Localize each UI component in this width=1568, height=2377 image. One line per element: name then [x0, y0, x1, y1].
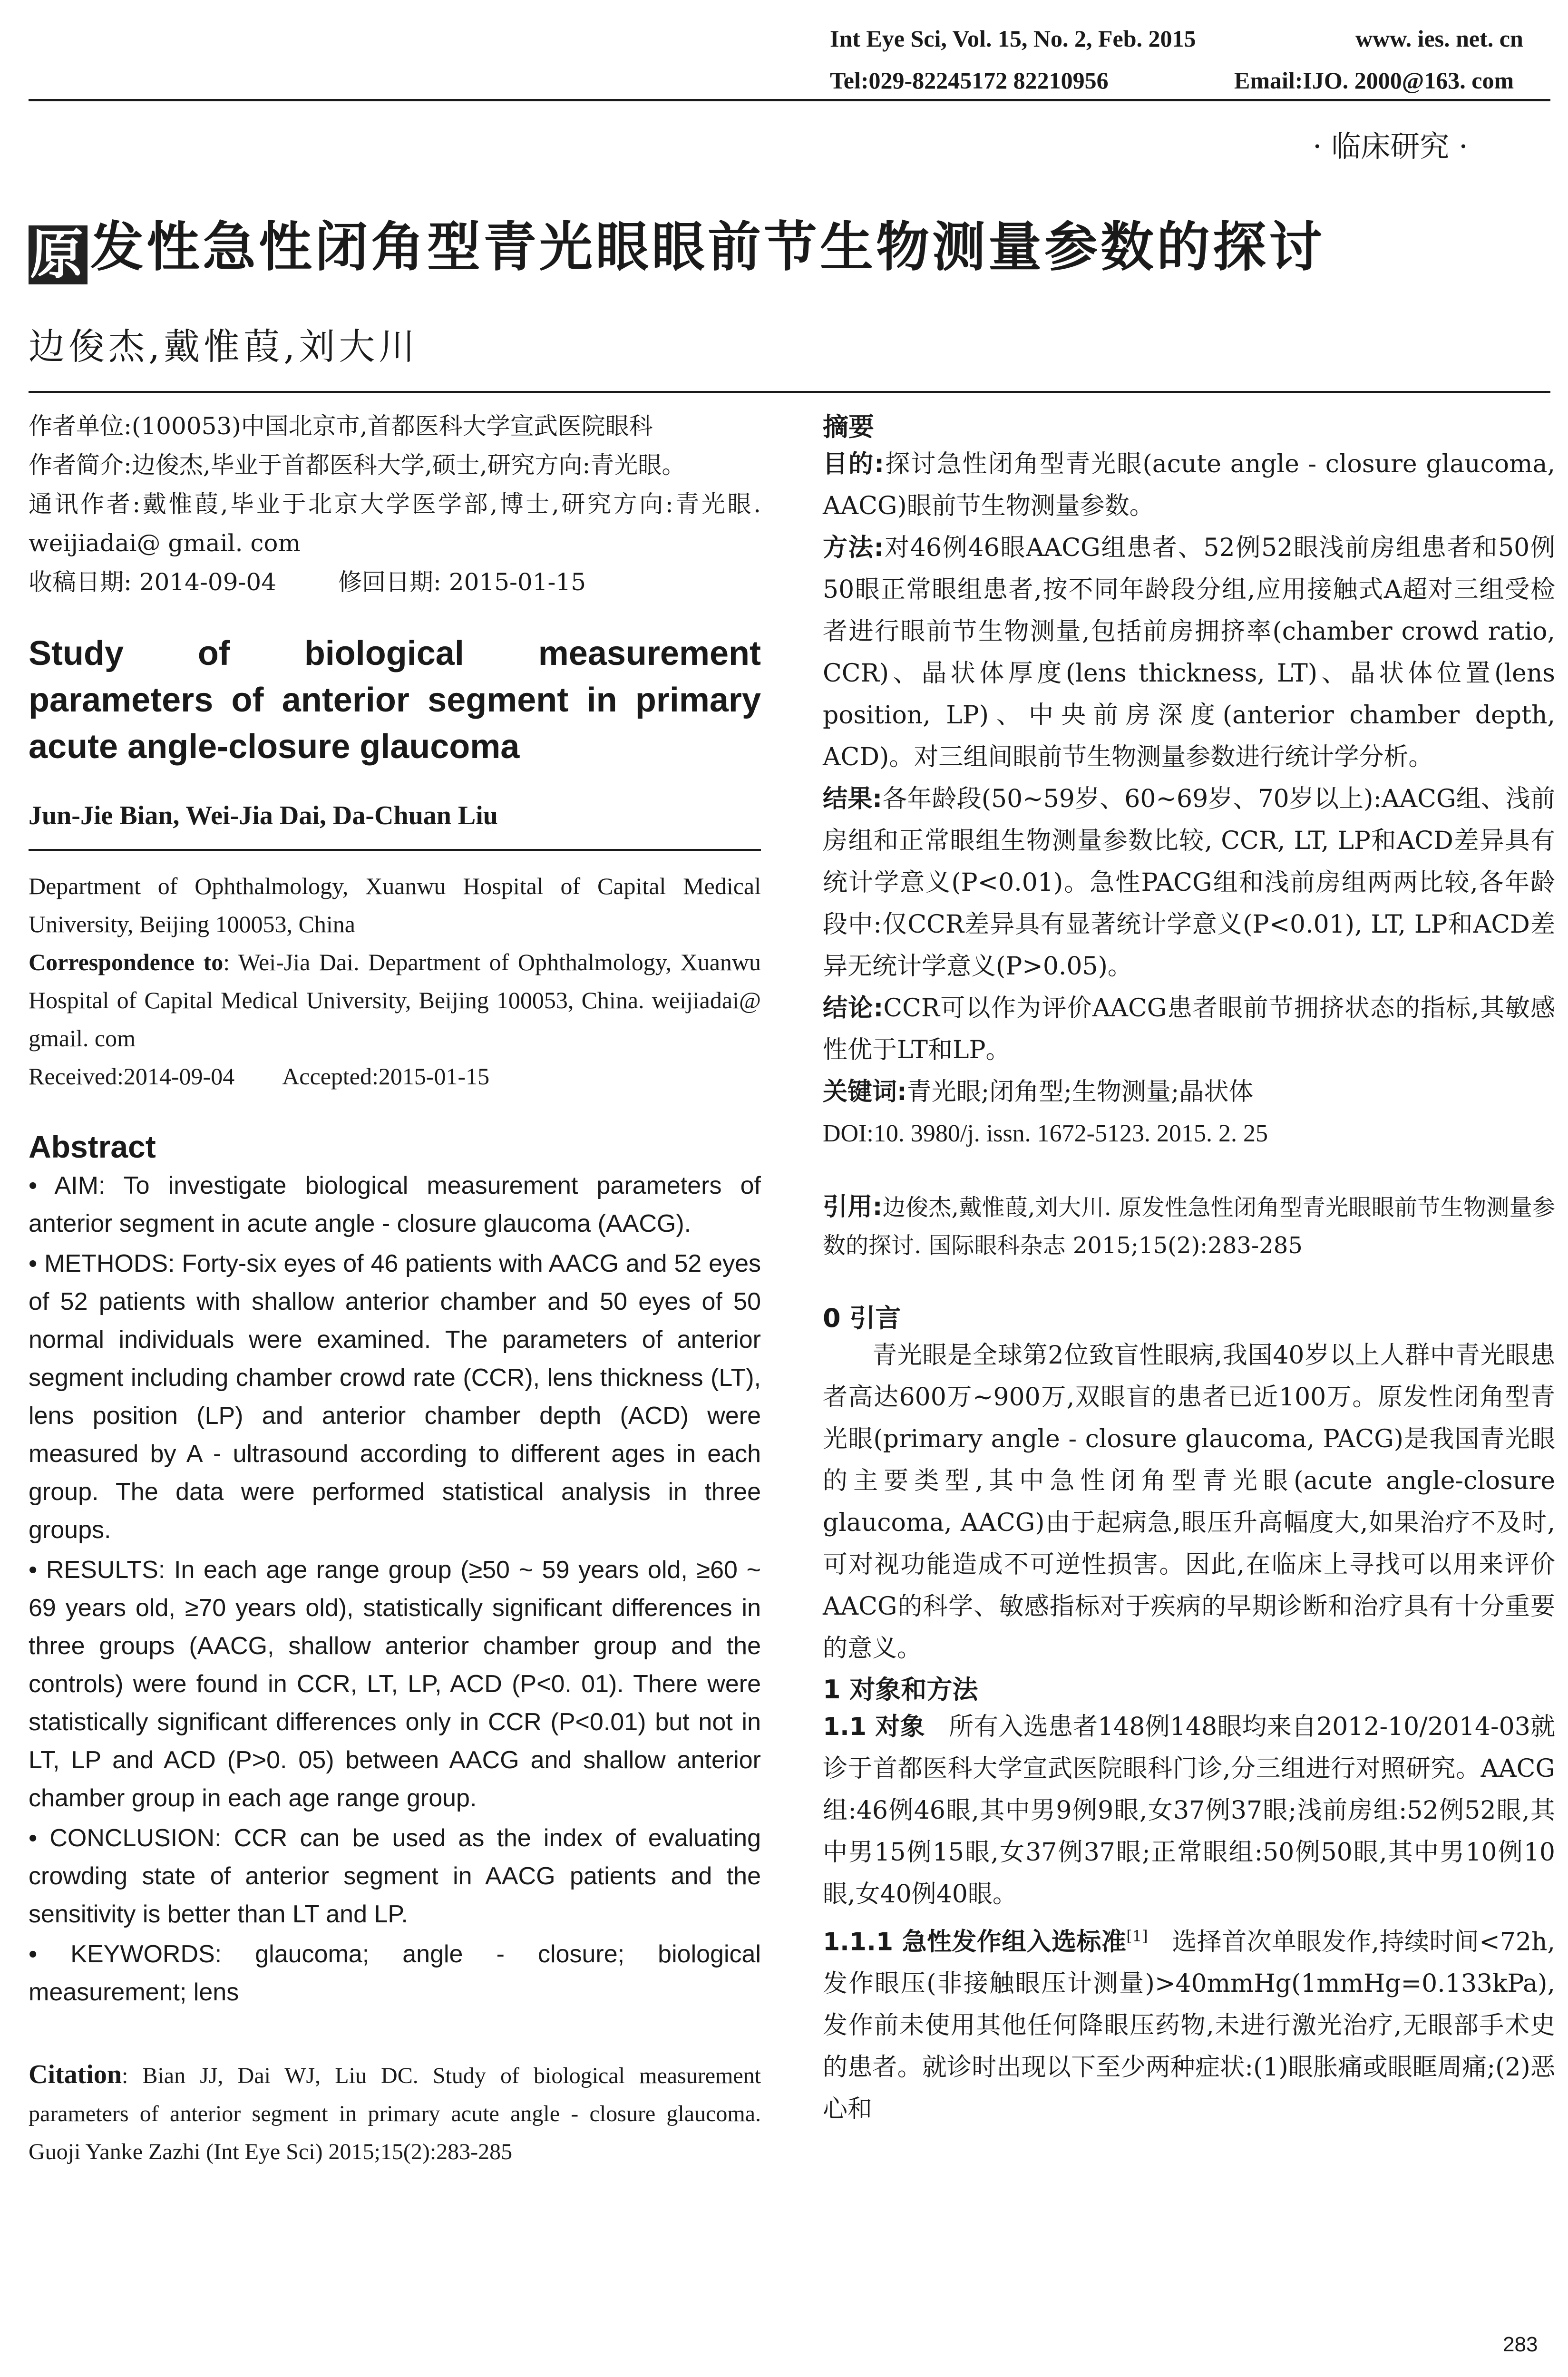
citation-label-en: Citation [29, 2060, 122, 2089]
title-rule [29, 391, 1550, 393]
bio-cn: 作者简介:边俊杰,毕业于首都医科大学,硕士,研究方向:青光眼。 [29, 451, 686, 479]
affiliation-rule [29, 849, 761, 851]
english-title: Study of biological measurement parameters of anterior segment in primary acute angle-closure glaucoma [29, 634, 761, 766]
citation-cn [823, 1188, 1555, 1265]
dates-cn [29, 563, 761, 602]
abstract-cn-aim [823, 443, 1555, 527]
keywords-label-cn: 关键词: [823, 1078, 907, 1106]
abstract-methods: • METHODS: Forty-six eyes of 46 patients with AACG and 52 eyes of 52 patients with shallow anterior chamber and 50 eyes of 50 normal individuals were examined. The parameters of anterior segment including chamber crowd rate (CCR), lens thickness (LT), lens position (LP) and anterior chamber depth (ACD) were measured by A - ultrasound according to different ages in each group. The data were performed statistical analysis in three groups. [29, 1250, 761, 1544]
correspondence-text: : Wei-Jia Dai. Department of Ophthalmology, Xuanwu Hospital of Capital Medical University, Beijing 100053, China. weijiadai@ gmail. com [29, 949, 761, 1052]
abstract-cn-keywords [823, 1071, 1555, 1113]
department-en: Department of Ophthalmology, Xuanwu Hospital of Capital Medical University, Beijing 100053, China [29, 873, 761, 937]
reference-marker[interactable]: [1] [1126, 1927, 1148, 1945]
affiliation-cn: 作者单位:(100053)中国北京市,首都医科大学宣武医院眼科 [29, 412, 653, 440]
section11-text: 所有入选患者148例148眼均来自2012-10/2014-03就诊于首都医科大学宣武医院眼科门诊,分三组进行对照研究。AACG组:46例46眼,其中男9例9眼,女37例37眼;浅前房组:52例52眼,其中男15例15眼,女37例37眼;正常眼组:50例50眼,其中男10例10眼,女40例40眼。 [823, 1713, 1555, 1909]
abstract-cn [823, 407, 1555, 1155]
conclusion-label-cn: 结论: [823, 994, 884, 1023]
abstract-heading-cn: 摘要 [823, 412, 874, 442]
journal-tel: Tel:029-82245172 82210956 [830, 67, 1109, 94]
section111-label: 1.1.1 急性发作组入选标准 [823, 1928, 1127, 1957]
results-label-cn: 结果: [823, 785, 883, 813]
abstract-cn-methods [823, 527, 1555, 778]
section11-label: 1.1 对象 [823, 1713, 925, 1741]
citation-label-cn: 引用: [823, 1193, 883, 1221]
correspondence-cn: 通讯作者:戴惟葭,毕业于北京大学医学部,博士,研究方向:青光眼. weijiadai@ gmail. com [29, 490, 761, 557]
conclusion-text-cn: CCR可以作为评价AACG患者眼前节拥挤状态的指标,其敏感性优于LT和LP。 [823, 994, 1555, 1064]
keywords-text-cn: 青光眼;闭角型;生物测量;晶状体 [906, 1078, 1254, 1106]
methods-text-cn: 对46例46眼AACG组患者、52例52眼浅前房组患者和50例50眼正常眼组患者,按不同年龄段分组,应用接触式A超对三组受检者进行眼前节生物测量,包括前房拥挤率(chamber crowd ratio, CCR)、晶状体厚度(lens thickness, LT)、晶状体位置(lens position, LP)、中央前房深度(anterior chamber depth, ACD)。对三组间眼前节生物测量参数进行统计学分析。 [823, 534, 1555, 771]
citation-text-en: : Bian JJ, Dai WJ, Liu DC. Study of biological measurement parameters of anterior segment in primary acute angle - closure glaucoma. Guoji Yanke Zazhi (Int Eye Sci) 2015;15(2):283-285 [29, 2063, 761, 2164]
intro-paragraph: 青光眼是全球第2位致盲性眼病,我国40岁以上人群中青光眼患者高达600万~900万,双眼盲的患者已近100万。原发性闭角型青光眼(primary angle - closure glaucoma, PACG)是我国青光眼的主要类型,其中急性闭角型青光眼(acute angle-closure glaucoma, AACG)由于起病急,眼压升高幅度大,如果治疗不及时,可对视功能造成不可逆性损害。因此,在临床上寻找可以用来评价AACG的科学、敏感指标对于疾病的早期诊断和治疗具有十分重要的意义。 [823, 1341, 1555, 1663]
header-rule [29, 99, 1550, 101]
authors-cn: 边俊杰,戴惟葭,刘大川 [29, 325, 419, 368]
revised-cn: 修回日期: 2015-01-15 [338, 568, 586, 596]
journal-website[interactable]: www. ies. net. cn [1355, 25, 1523, 52]
correspondence-en [29, 943, 761, 1057]
section-tag: · 临床研究 · [1313, 129, 1468, 164]
abstract-en [29, 1167, 761, 2011]
abstract-heading-en: Abstract [29, 1129, 156, 1164]
body-cn [823, 1298, 1555, 2130]
intro-heading: 0 引言 [823, 1303, 901, 1333]
section1-heading: 1 对象和方法 [823, 1675, 978, 1705]
author-info-cn [29, 407, 761, 602]
title-text: 发性急性闭角型青光眼眼前节生物测量参数的探讨 [90, 216, 1325, 278]
section11-paragraph [823, 1706, 1555, 1915]
citation-cn-paragraph [823, 1188, 1555, 1265]
left-column [29, 407, 761, 2171]
citation-en [29, 2057, 761, 2171]
aim-label-cn: 目的: [823, 450, 885, 478]
journal-header [830, 25, 1523, 52]
received-cn: 收稿日期: 2014-09-04 [29, 568, 277, 596]
english-authors: Jun-Jie Bian, Wei-Jia Dai, Da-Chuan Liu [29, 801, 498, 830]
abstract-keywords: • KEYWORDS: glaucoma; angle - closure; biological measurement; lens [29, 1940, 761, 2006]
section111-text: 选择首次单眼发作,持续时间<72h,发作眼压(非接触眼压计测量)>40mmHg(1mmHg=0.133kPa),发作前未使用其他任何降眼压药物,未进行激光治疗,无眼部手术史的患者。就诊时出现以下至少两种症状:(1)眼胀痛或眼眶周痛;(2)恶心和 [823, 1928, 1555, 2124]
accepted-en: Accepted:2015-01-15 [282, 1063, 490, 1090]
title-initial-mark: 原 [29, 225, 88, 284]
abstract-cn-results [823, 778, 1555, 987]
abstract-conclusion: • CONCLUSION: CCR can be used as the index of evaluating crowding state of anterior segment in AACG patients and the sensitivity is better than LT and LP. [29, 1824, 761, 1928]
received-en: Received:2014-09-04 [29, 1063, 235, 1090]
page-number: 283 [1503, 2333, 1538, 2356]
aim-text-cn: 探讨急性闭角型青光眼(acute angle - closure glaucoma, AACG)眼前节生物测量参数。 [823, 450, 1555, 520]
results-text-cn: 各年龄段(50~59岁、60~69岁、70岁以上):AACG组、浅前房组和正常眼组生物测量参数比较, CCR, LT, LP和ACD差异具有统计学意义(P<0.01)。急性PACG组和浅前房组两两比较,各年龄段中:仅CCR差异具有显著统计学意义(P<0.01), LT, LP和ACD差异无统计学意义(P>0.05)。 [823, 785, 1556, 981]
right-column [823, 407, 1555, 2130]
abstract-cn-conclusion [823, 987, 1555, 1071]
journal-email[interactable]: Email:IJO. 2000@163. com [1234, 67, 1514, 94]
abstract-results: • RESULTS: In each age range group (≥50 ~ 59 years old, ≥60 ~ 69 years old, ≥70 years old), statistically significant differences in three groups (AACG, shallow anterior chamber group and the controls) were found in CCR, LT, LP, ACD (P<0. 01). There were statistically significant differences only in CCR (P<0.01) but not in LT, LP and ACD (P>0. 05) between AACG and shallow anterior chamber group in each age range group. [29, 1556, 761, 1812]
correspondence-label: Correspondence to [29, 949, 224, 975]
doi[interactable]: DOI:10. 3980/j. issn. 1672-5123. 2015. 2. 25 [823, 1120, 1268, 1147]
citation-text-cn: 边俊杰,戴惟葭,刘大川. 原发性急性闭角型青光眼眼前节生物测量参数的探讨. 国际眼科杂志 2015;15(2):283-285 [823, 1194, 1555, 1259]
journal-info: Int Eye Sci, Vol. 15, No. 2, Feb. 2015 [830, 25, 1196, 52]
section111-paragraph [823, 1915, 1555, 2130]
methods-label-cn: 方法: [823, 534, 884, 562]
abstract-aim: • AIM: To investigate biological measurement parameters of anterior segment in acute angle - closure glaucoma (AACG). [29, 1172, 761, 1237]
journal-contact [830, 67, 1514, 94]
article-title [29, 205, 1325, 284]
english-affiliation [29, 867, 761, 1095]
dates-en [29, 1057, 761, 1095]
